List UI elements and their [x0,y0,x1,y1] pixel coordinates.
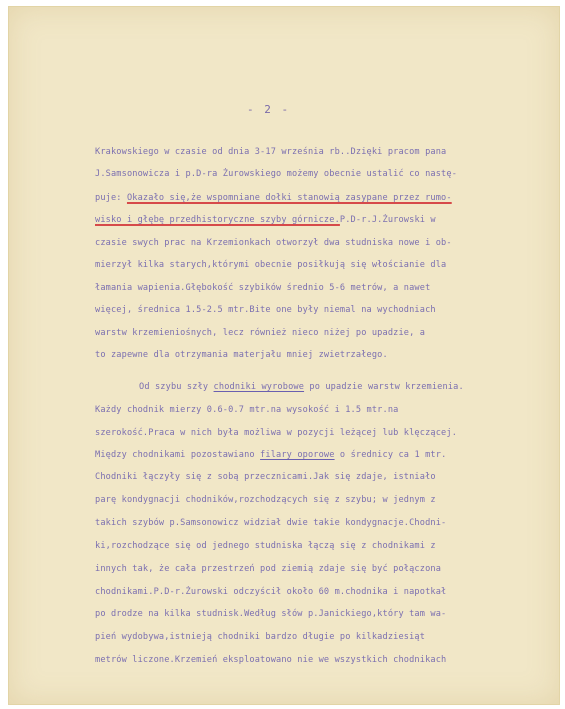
text-line: po drodze na kilka studnisk.Według słów p.Janickiego,który tam wa- [95,609,447,619]
underlined-term: filary oporowe [260,450,335,460]
text-line: łamania wapienia.Głębokość szybików średnio 5-6 metrów, a nawet [95,283,431,293]
text-segment: puje: [95,193,127,203]
page-number: - 2 - [247,103,291,116]
text-segment: Od szybu szły [139,382,214,392]
text-line: to zapewne dla otrzymania materjału mniej zwietrzałego. [95,350,388,360]
text-line [139,382,464,393]
text-line: Każdy chodnik mierzy 0.6-0.7 mtr.na wysokość i 1.5 mtr.na [95,405,399,415]
text-line: szerokość.Praca w nich była możliwa w pozycji leżącej lub klęczącej. [95,428,458,438]
text-line: metrów liczone.Krzemień eksploatowano nie we wszystkich chodnikach [95,655,447,665]
text-line [95,450,446,461]
text-line: czasie swych prac na Krzemionkach otworzył dwa studniska nowe i ob- [95,238,452,248]
text-line: J.Samsonowicza i p.D-ra Żurowskiego możemy obecnie ustalić co nastę- [95,169,458,179]
underlined-term: chodniki wyrobowe [213,382,305,392]
red-underlined-text: wisko i głębę przedhistoryczne szyby górnicze. [95,215,340,225]
text-line: ki,rozchodzące się od jednego studniska łączą się z chodnikami z [95,541,436,551]
text-line: parę kondygnacji chodników,rozchodzących się z szybu; w jednym z [95,495,436,505]
text-line: chodnikami.P.D-r.Żurowski odczyścił około 60 m.chodnika i napotkał [95,587,447,597]
red-underlined-text: Okazało się,że wspomniane dołki stanowią zasypane przez rumo- [126,193,452,203]
text-line [95,193,452,204]
text-line: innych tak, że cała przestrzeń pod ziemią zdaje się być połączona [95,564,442,574]
text-line: Chodniki łączyły się z sobą przecznicami.Jak się zdaje, istniało [95,472,436,482]
typewritten-page [8,6,560,705]
text-segment: po upadzie warstw krzemienia. [304,382,464,392]
text-line: warstw krzemieniośnych, lecz również nieco niżej po upadzie, a [95,328,426,338]
text-line: pień wydobywa,istnieją chodniki bardzo długie po kilkadziesiąt [95,632,426,642]
text-line: Krakowskiego w czasie od dnia 3-17 września rb..Dzięki pracom pana [95,147,447,157]
text-segment: P.D-r.J.Żurowski w [339,215,436,225]
text-line: więcej, średnica 1.5-2.5 mtr.Bite one były niemal na wychodniach [95,305,436,315]
text-line [95,215,436,226]
text-line: mierzył kilka starych,którymi obecnie posiłkują się włościanie dla [95,260,447,270]
text-segment: Między chodnikami pozostawiano [95,450,261,460]
text-line: takich szybów p.Samsonowicz widział dwie takie kondygnacje.Chodni- [95,518,447,528]
text-segment: o średnicy ca 1 mtr. [334,450,447,460]
